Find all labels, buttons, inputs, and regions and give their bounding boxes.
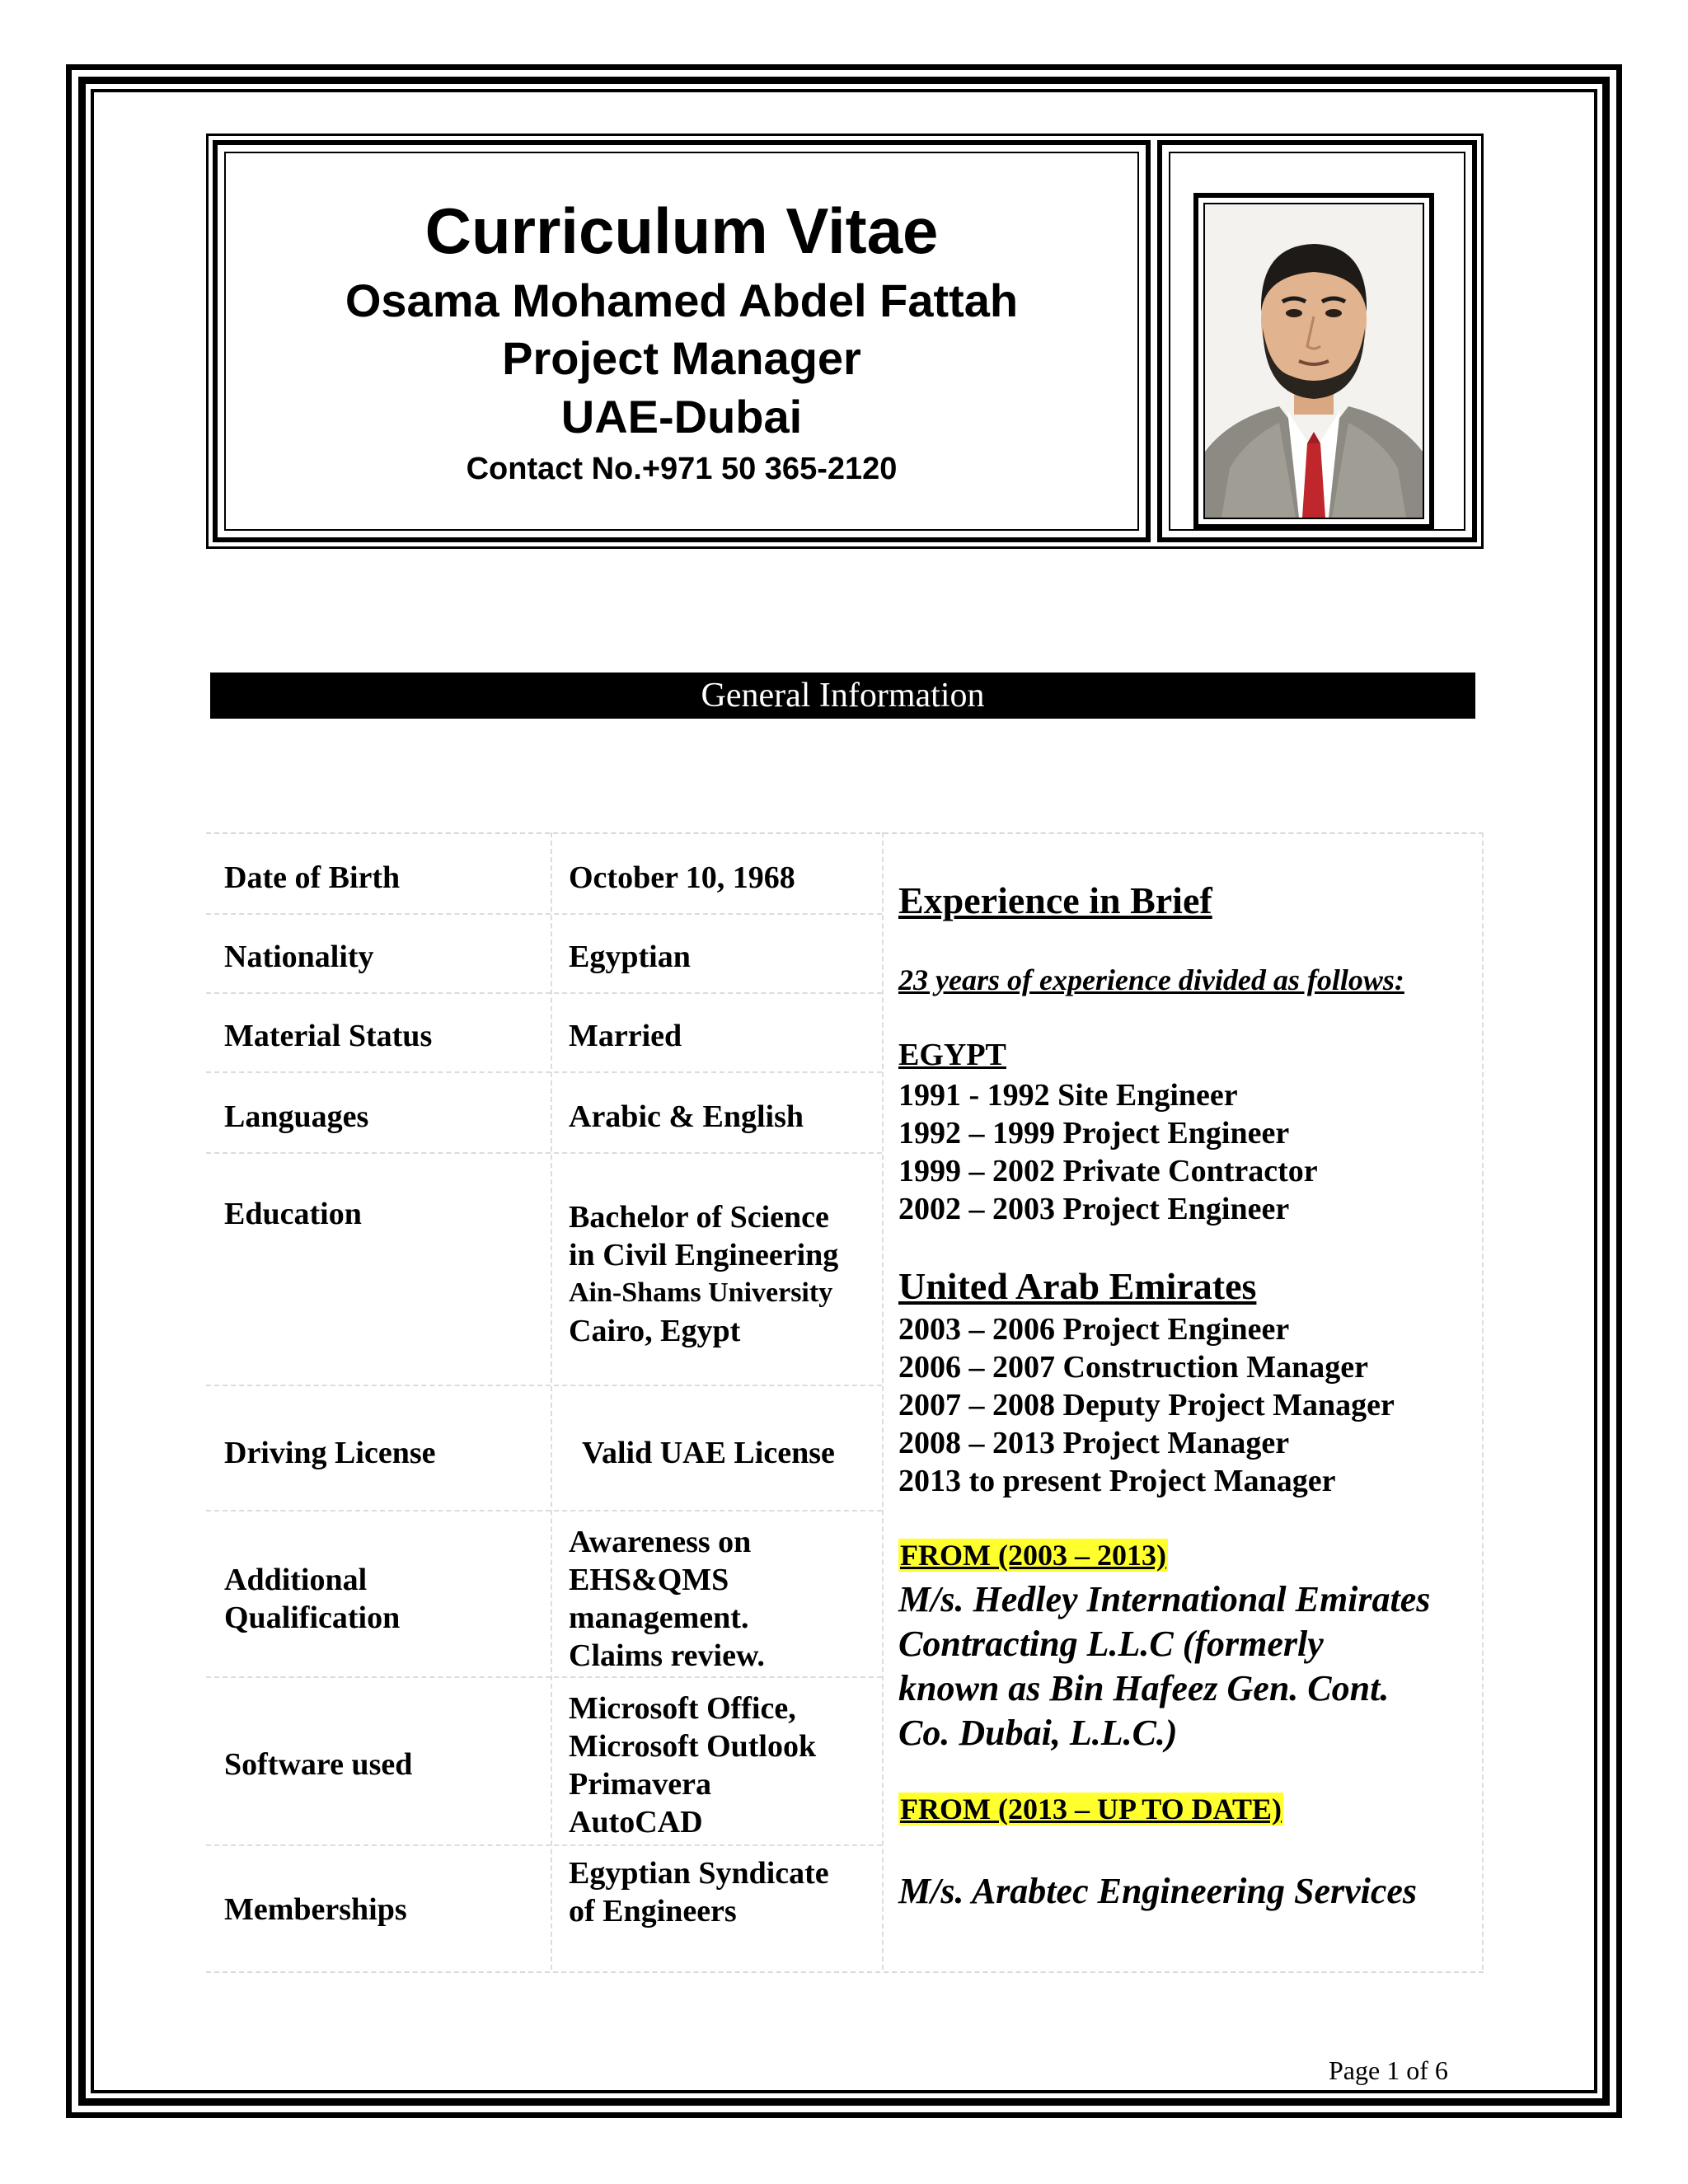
experience-summary: 23 years of experience divided as follows:: [898, 963, 1404, 996]
status-value: Married: [569, 1019, 682, 1053]
status-label: Material Status: [224, 1019, 433, 1053]
table-row-line: [206, 913, 882, 915]
license-value: Valid UAE License: [582, 1436, 835, 1470]
person-location: UAE-Dubai: [560, 391, 803, 443]
education-line: Cairo, Egypt: [569, 1314, 741, 1348]
education-label: Education: [224, 1197, 362, 1231]
experience-line: 1992 – 1999 Project Engineer: [898, 1116, 1290, 1151]
experience-line: 1999 – 2002 Private Contractor: [898, 1154, 1318, 1188]
education-line: in Civil Engineering: [569, 1238, 839, 1272]
table-row-line: [206, 1844, 882, 1846]
additional-value: [569, 1523, 874, 1675]
company-line: Contracting L.L.C (formerly: [898, 1624, 1324, 1664]
memberships-value: [569, 1854, 874, 1930]
additional-label: [224, 1561, 537, 1637]
person-name: Osama Mohamed Abdel Fattah: [345, 274, 1019, 326]
languages-label: Languages: [224, 1099, 369, 1134]
page-number: Page 1 of 6: [1329, 2055, 1448, 2085]
nationality-label: Nationality: [224, 940, 374, 974]
memberships-label: Memberships: [224, 1892, 407, 1927]
table-row-line: [206, 1071, 882, 1073]
license-label: Driving License: [224, 1436, 436, 1470]
software-line: Microsoft Office,: [569, 1691, 796, 1726]
education-line: Ain-Shams University: [569, 1277, 833, 1308]
software-line: AutoCAD: [569, 1805, 703, 1840]
company-1: [898, 1577, 1492, 1755]
software-label: Software used: [224, 1747, 413, 1782]
experience-line: 2003 – 2006 Project Engineer: [898, 1312, 1290, 1347]
experience-heading: Experience in Brief: [898, 879, 1212, 921]
additional-line: Awareness on: [569, 1525, 752, 1559]
from-period-1: [898, 1538, 1168, 1572]
nationality-value: Egyptian: [569, 940, 691, 974]
egypt-list: [898, 1076, 1318, 1228]
egypt-heading: EGYPT: [898, 1038, 1006, 1072]
table-row-line: [206, 1676, 882, 1678]
table-row-line: [206, 992, 882, 994]
dob-value: October 10, 1968: [569, 860, 795, 895]
table-row-line: [206, 1152, 882, 1154]
company-line: Co. Dubai, L.L.C.): [898, 1713, 1178, 1753]
languages-value: Arabic & English: [569, 1099, 804, 1134]
additional-line: Claims review.: [569, 1638, 765, 1673]
company-2: M/s. Arabtec Engineering Services: [898, 1871, 1418, 1911]
experience-line: 2002 – 2003 Project Engineer: [898, 1192, 1290, 1226]
uae-list: [898, 1310, 1395, 1500]
uae-heading: United Arab Emirates: [898, 1265, 1257, 1307]
person-role: Project Manager: [502, 332, 861, 384]
company-line: known as Bin Hafeez Gen. Cont.: [898, 1668, 1390, 1708]
software-line: Microsoft Outlook: [569, 1729, 817, 1764]
portrait-photo: [1203, 203, 1424, 519]
software-value: [569, 1690, 874, 1841]
additional-line: EHS&QMS: [569, 1563, 729, 1597]
additional-label-line: Qualification: [224, 1601, 401, 1635]
from-period-2: [898, 1792, 1283, 1826]
membership-line: of Engineers: [569, 1894, 737, 1929]
highlight-period: FROM (2013 – UP TO DATE): [900, 1793, 1282, 1825]
header-text: [224, 190, 1139, 491]
table-divider: [1482, 832, 1484, 1970]
table-divider: [551, 832, 552, 1970]
section-banner: General Information: [210, 673, 1475, 719]
page-title: Curriculum Vitae: [424, 194, 939, 267]
company-line: M/s. Hedley International Emirates: [898, 1579, 1431, 1619]
table-row-line: [206, 1385, 882, 1386]
experience-line: 2006 – 2007 Construction Manager: [898, 1350, 1368, 1385]
additional-line: management.: [569, 1601, 749, 1635]
experience-line: 1991 - 1992 Site Engineer: [898, 1078, 1238, 1113]
table-divider: [882, 832, 884, 1970]
highlight-period: FROM (2003 – 2013): [900, 1539, 1166, 1572]
education-value: [569, 1198, 874, 1350]
membership-line: Egyptian Syndicate: [569, 1856, 829, 1891]
education-line: Bachelor of Science: [569, 1200, 829, 1235]
contact-number: Contact No.+971 50 365-2120: [466, 452, 898, 486]
table-row-line: [206, 1510, 882, 1511]
software-line: Primavera: [569, 1767, 712, 1802]
dob-label: Date of Birth: [224, 860, 401, 895]
additional-label-line: Additional: [224, 1563, 368, 1597]
experience-line: 2007 – 2008 Deputy Project Manager: [898, 1388, 1395, 1422]
experience-line: 2013 to present Project Manager: [898, 1464, 1336, 1498]
portrait-icon: [1205, 204, 1423, 518]
experience-line: 2008 – 2013 Project Manager: [898, 1426, 1290, 1460]
